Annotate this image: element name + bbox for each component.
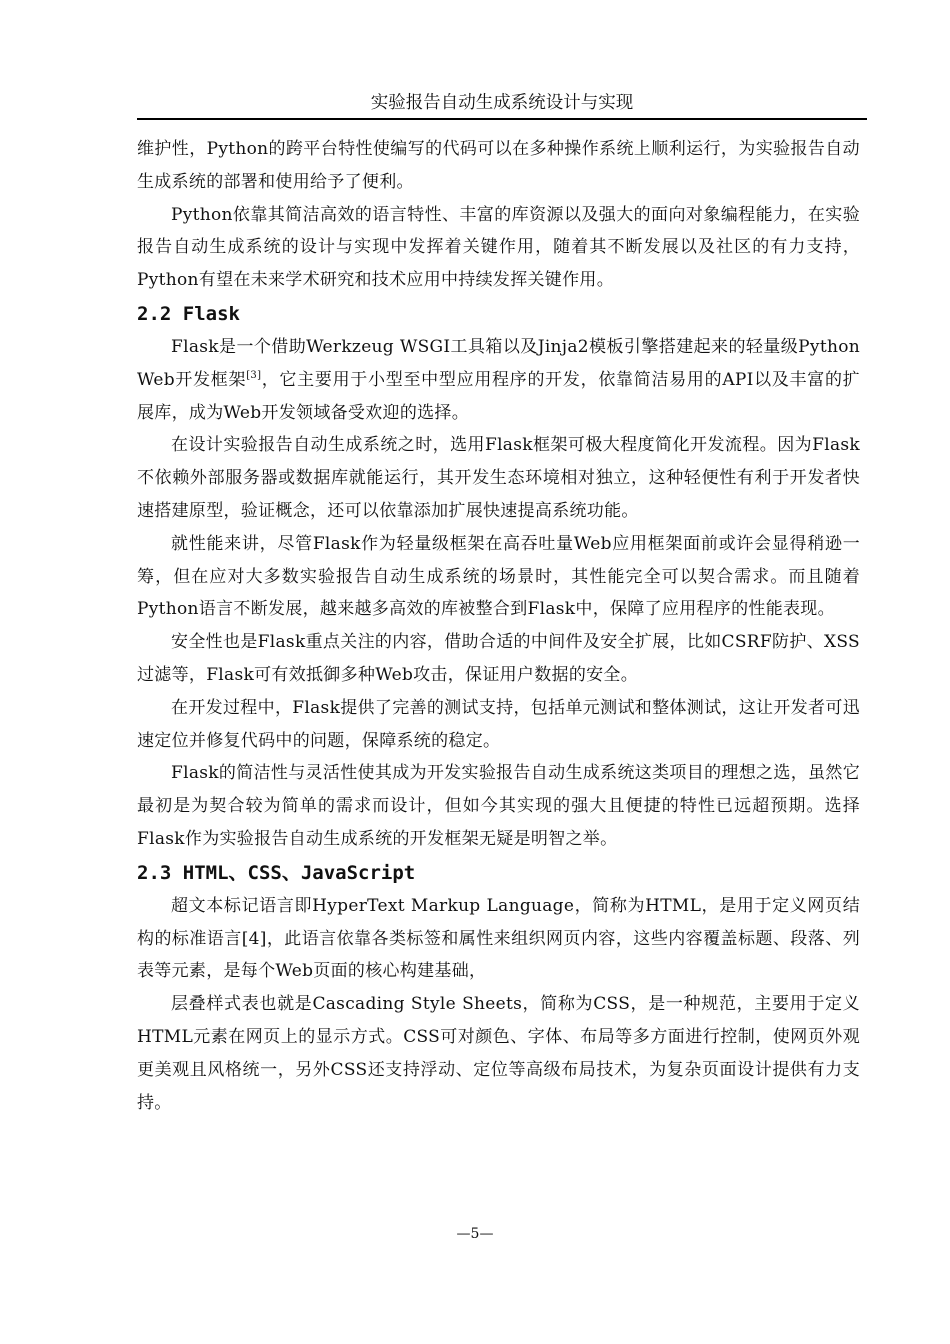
paragraph: 层叠样式表也就是Cascading Style Sheets，简称为CSS，是一种规范，主要用于定义HTML元素在网页上的显示方式。CSS可对颜色、字体、布局等多方面进行控制，使网页外观更美观且风格统一，另外CSS还支持浮动、定位等高级布局技术，为复杂页面设计提供有力支持。 [137, 994, 860, 1113]
paragraph-text: ，它主要用于小型至中型应用程序的开发，依靠简洁易用的API以及丰富的扩展库，成为Web开发领域备受欢迎的选择。 [137, 369, 860, 423]
paragraph: 超文本标记语言即HyperText Markup Language，简称为HTML，是用于定义网页结构的标准语言[4]，此语言依靠各类标签和属性来组织网页内容，这些内容覆盖标题、段落、列表等元素，是每个Web页面的核心构建基础， [137, 895, 860, 982]
paragraph: 在开发过程中，Flask提供了完善的测试支持，包括单元测试和整体测试，这让开发者可迅速定位并修复代码中的问题，保障系统的稳定。 [137, 697, 860, 751]
section-heading-flask: 2.2 Flask [137, 302, 240, 325]
page-body [137, 133, 860, 1119]
paragraph: 维护性，Python的跨平台特性使编写的代码可以在多种操作系统上顺利运行，为实验报告自动生成系统的部署和使用给予了便利。 [137, 139, 860, 192]
paragraph-text: Flask是一个借助Werkzeug WSGI工具箱以及Jinja2模板引擎搭建起来的轻量级Python Web开发框架 [137, 336, 860, 390]
paragraph: 在设计实验报告自动生成系统之时，选用Flask框架可极大程度简化开发流程。因为Flask不依赖外部服务器或数据库就能运行，其开发生态环境相对独立，这种轻便性有利于开发者快速搭建原型，验证概念，还可以依靠添加扩展快速提高系统功能。 [137, 435, 860, 521]
paragraph: 安全性也是Flask重点关注的内容，借助合适的中间件及安全扩展，比如CSRF防护、XSS过滤等，Flask可有效抵御多种Web攻击，保证用户数据的安全。 [137, 632, 860, 685]
document-title: 实验报告自动生成系统设计与实现 [370, 93, 634, 113]
paragraph: 就性能来讲，尽管Flask作为轻量级框架在高吞吐量Web应用框架面前或许会显得稍逊一筹，但在应对大多数实验报告自动生成系统的场景时，其性能完全可以契合需求。而且随着Python语言不断发展，越来越多高效的库被整合到Flask中，保障了应用程序的性能表现。 [137, 533, 860, 620]
paragraph [137, 331, 860, 429]
paragraph: Flask的简洁性与灵活性使其成为开发实验报告自动生成系统这类项目的理想之选，虽然它最初是为契合较为简单的需求而设计，但如今其实现的强大且便捷的特性已远超预期。选择Flask作为实验报告自动生成系统的开发框架无疑是明智之举。 [137, 763, 860, 849]
page-number: —5— [456, 1226, 494, 1242]
citation-reference: [3] [246, 369, 262, 381]
page-header [137, 90, 867, 120]
section-heading-html-css-js: 2.3 HTML、CSS、JavaScript [137, 861, 416, 884]
paragraph: Python依靠其简洁高效的语言特性、丰富的库资源以及强大的面向对象编程能力，在实验报告自动生成系统的设计与实现中发挥着关键作用，随着其不断发展以及社区的有力支持，Python有望在未来学术研究和技术应用中持续发挥关键作用。 [137, 204, 860, 291]
